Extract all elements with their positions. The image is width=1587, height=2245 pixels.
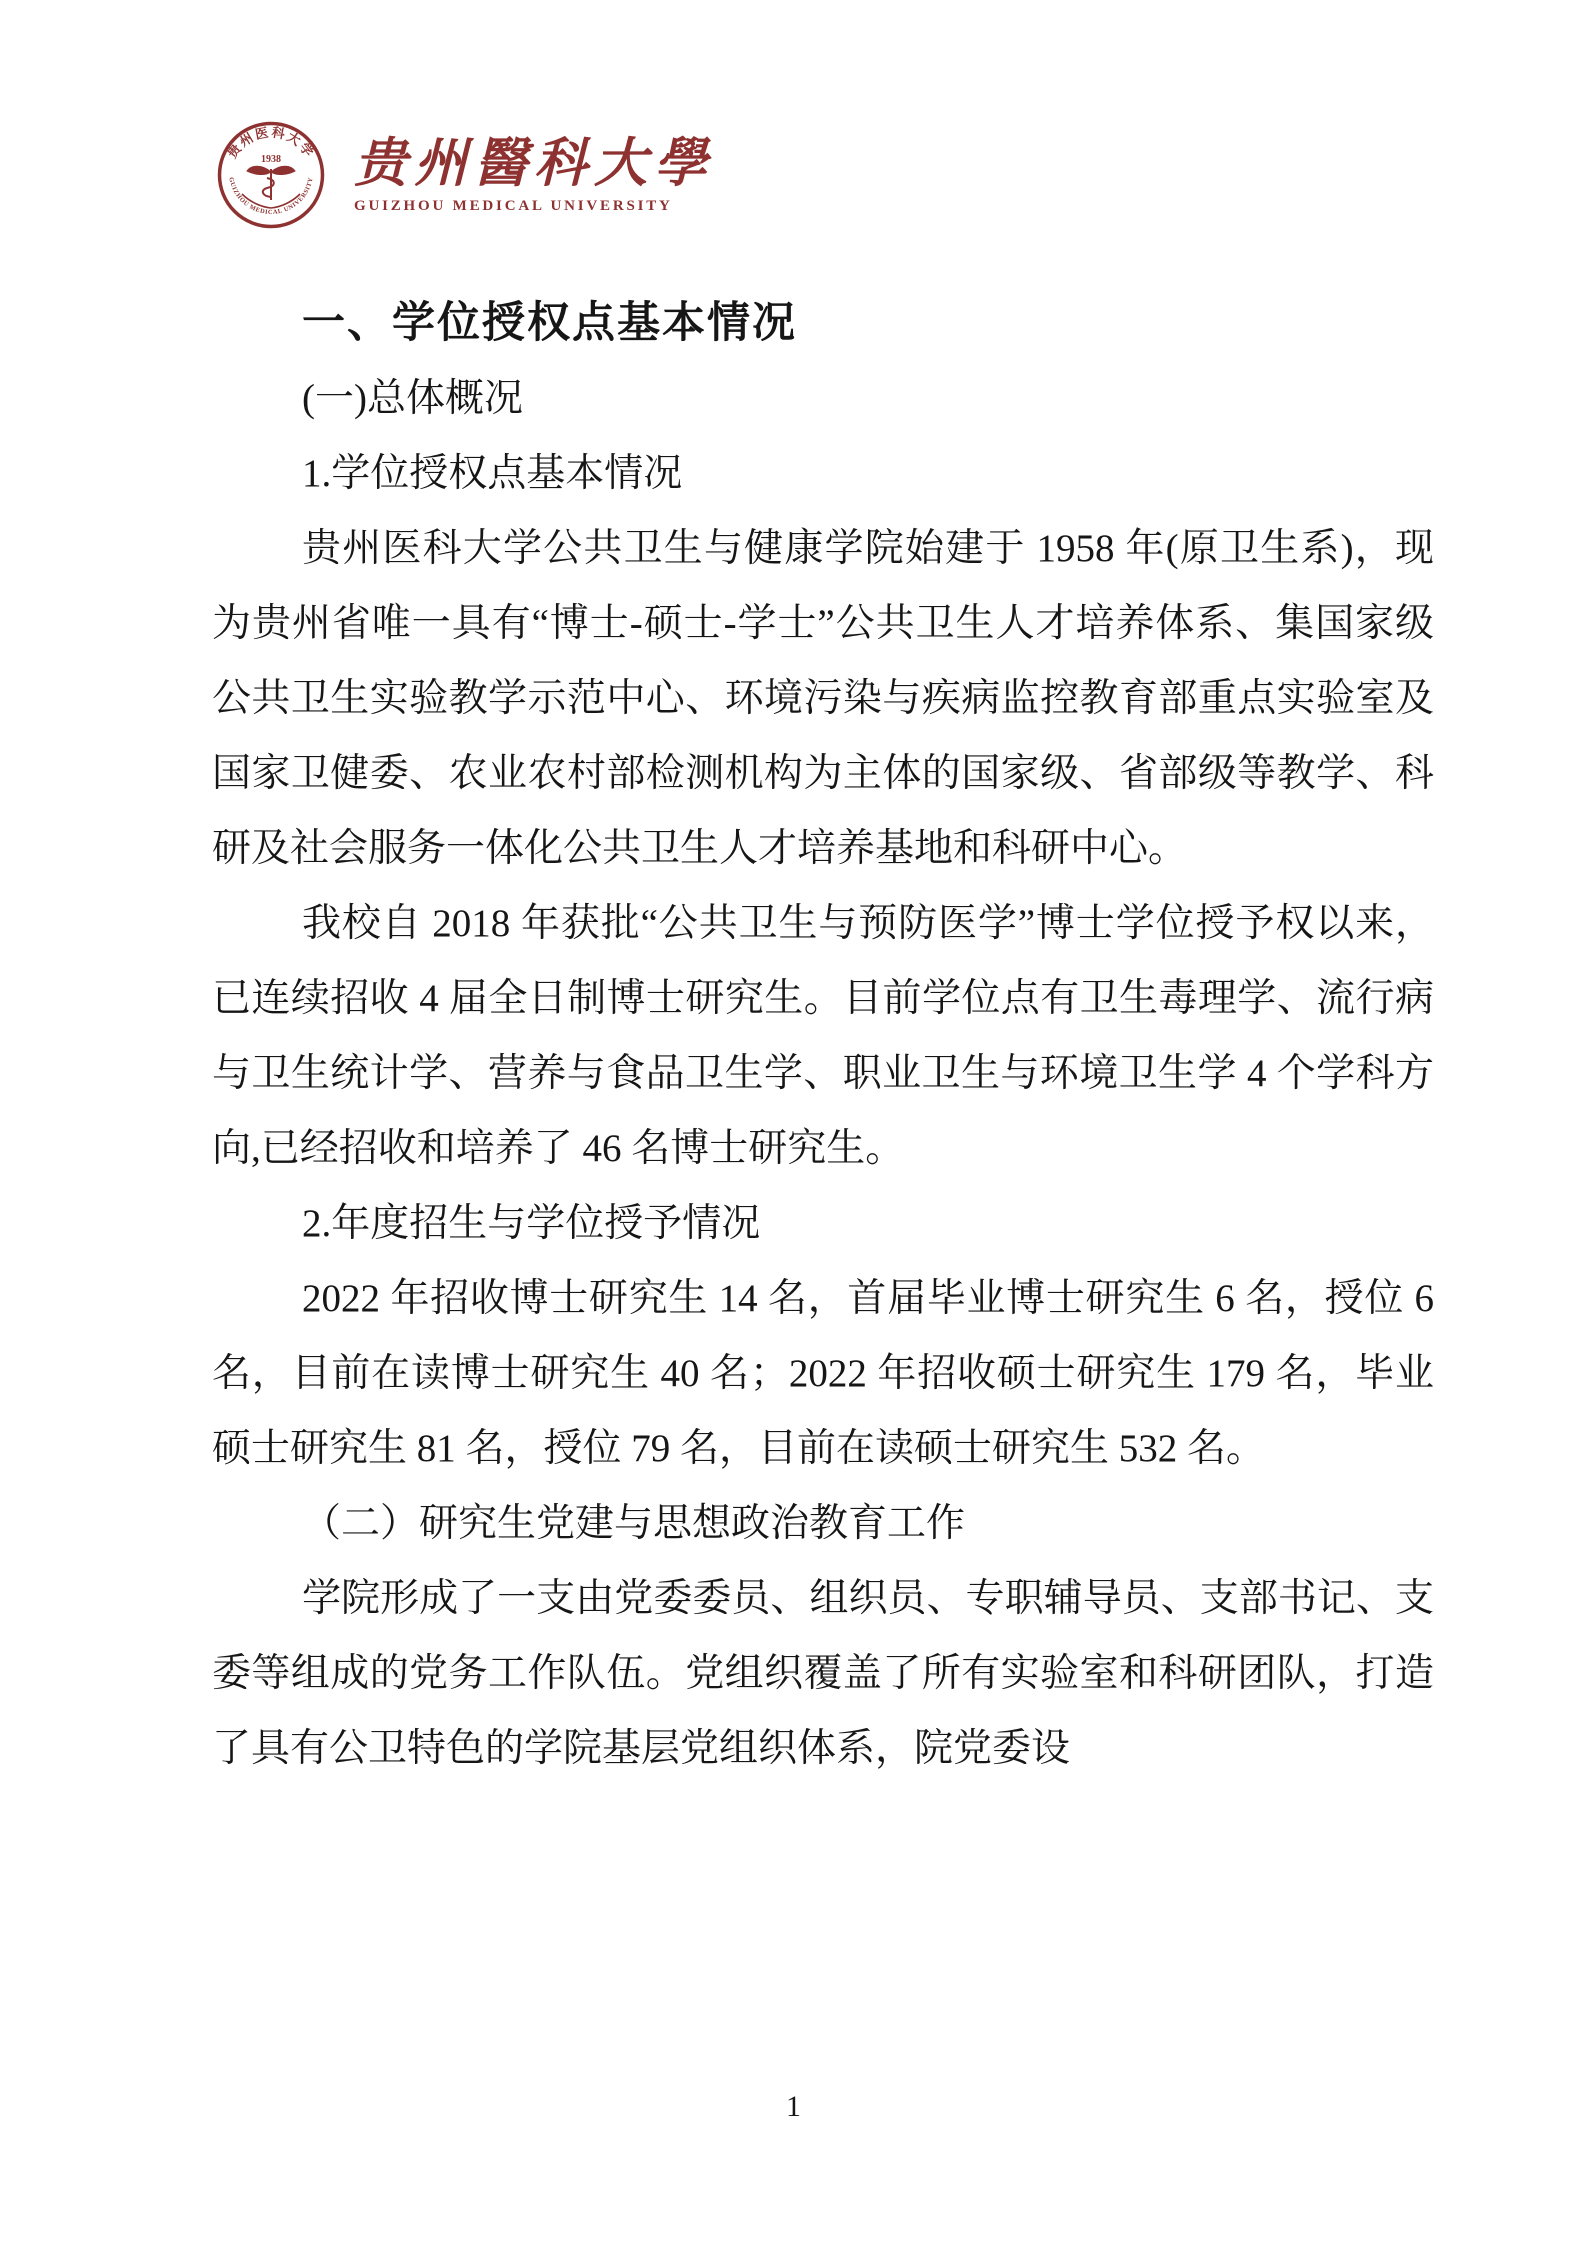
paragraph-enrollment-statistics: 2022 年招收博士研究生 14 名，首届毕业博士研究生 6 名，授位 6 名，目前在读博士研究生 40 名；2022 年招收硕士研究生 179 名，毕业硕士研究生 81 名，授位 79 名，目前在读硕士研究生 532 名。 bbox=[212, 1277, 1434, 1470]
paragraph-party-building: 学院形成了一支由党委委员、组织员、专职辅导员、支部书记、支委等组成的党务工作队伍。党组织覆盖了所有实验室和科研团队，打造了具有公卫特色的学院基层党组织体系，院党委设 bbox=[212, 1577, 1434, 1770]
caduceus-icon bbox=[247, 166, 295, 200]
section-heading-degree-authorization: 一、学位授权点基本情况 bbox=[302, 300, 797, 347]
page-number: 1 bbox=[786, 2090, 801, 2123]
seal-top-text: 贵州医科大学 bbox=[224, 124, 318, 161]
university-logo bbox=[216, 120, 714, 230]
university-wordmark bbox=[354, 135, 714, 215]
document-body bbox=[212, 286, 1434, 1786]
paragraph-doctoral-program: 我校自 2018 年获批“公共卫生与预防医学”博士学位授予权以来，已连续招收 4 届全日制博士研究生。目前学位点有卫生毒理学、流行病与卫生统计学、营养与食品卫生学、职业卫生与环境卫生学 4 个学科方向,已经招收和培养了 46 名博士研究生。 bbox=[212, 902, 1434, 1170]
seal-year: 1938 bbox=[261, 154, 281, 165]
university-name-calligraphy: 贵州醫科大學 bbox=[354, 135, 714, 193]
seal-bottom-text: GUIZHOU MEDICAL UNIVERSITY bbox=[227, 176, 315, 217]
subheading-annual-enrollment: 2.年度招生与学位授予情况 bbox=[302, 1202, 761, 1245]
subheading-basic-situation: 1.学位授权点基本情况 bbox=[302, 452, 683, 495]
subsection-heading-party-building: （二）研究生党建与思想政治教育工作 bbox=[302, 1502, 966, 1545]
paragraph-college-history: 贵州医科大学公共卫生与健康学院始建于 1958 年(原卫生系)，现为贵州省唯一具有“博士-硕士-学士”公共卫生人才培养体系、集国家级公共卫生实验教学示范中心、环境污染与疾病监控教育部重点实验室及国家卫健委、农业农村部检测机构为主体的国家级、省部级等教学、科研及社会服务一体化公共卫生人才培养基地和科研中心。 bbox=[212, 527, 1434, 870]
university-seal-icon bbox=[216, 120, 326, 230]
subsection-heading-overview: (一)总体概况 bbox=[302, 377, 523, 420]
university-name-english: GUIZHOU MEDICAL UNIVERSITY bbox=[354, 198, 673, 214]
